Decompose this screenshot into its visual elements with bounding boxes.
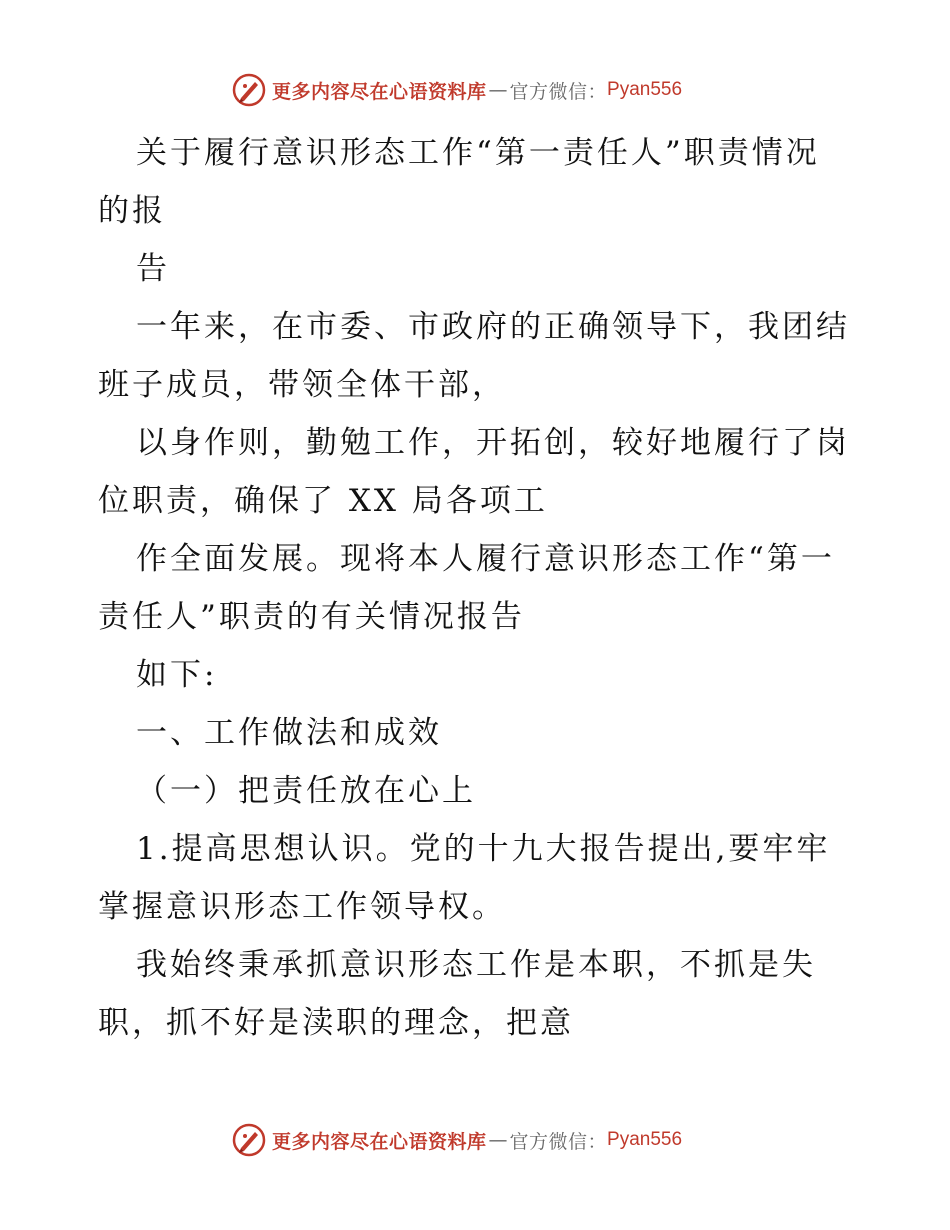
header-banner (232, 72, 682, 108)
doc-line: 作全面发展。现将本人履行意识形态工作“第一 (136, 541, 835, 577)
banner-title: 更多内容尽在心语资料库 (272, 1130, 487, 1153)
subsection-heading: （一）把责任放在心上 (136, 773, 476, 809)
doc-line-title-1: 关于履行意识形态工作“第一责任人”职责情况 (136, 135, 820, 171)
banner-wechat-label: 官方微信： (509, 80, 608, 103)
banner-wechat-id: Pyan556 (607, 1129, 683, 1150)
doc-line: 位职责，确保了 XX 局各项工 (98, 483, 548, 519)
banner-title: 更多内容尽在心语资料库 (272, 80, 487, 103)
banner-separator: — (488, 79, 508, 101)
banner-separator: — (488, 1129, 508, 1151)
doc-line: 职，抓不好是渎职的理念，把意 (98, 1005, 574, 1041)
doc-line-title-3: 告 (136, 251, 170, 287)
section-heading: 一、工作做法和成效 (136, 715, 442, 751)
banner-wechat-label: 官方微信： (509, 1130, 608, 1153)
footer-banner (232, 1122, 682, 1158)
banner-wechat-id: Pyan556 (607, 79, 683, 100)
doc-line: 以身作则，勤勉工作，开拓创，较好地履行了岗 (136, 425, 850, 461)
doc-line: 班子成员，带领全体干部， (98, 367, 506, 403)
doc-line: 1.提高思想认识。党的十九大报告提出,要牢牢 (136, 831, 831, 867)
pen-logo-icon (232, 73, 266, 107)
doc-line: 一年来，在市委、市政府的正确领导下，我团结 (136, 309, 850, 345)
doc-line: 责任人”职责的有关情况报告 (98, 599, 525, 635)
pen-logo-icon (232, 1123, 266, 1157)
document-body (98, 124, 858, 1052)
doc-line: 我始终秉承抓意识形态工作是本职，不抓是失 (136, 947, 816, 983)
doc-line: 如下: (136, 657, 218, 693)
doc-line-title-2: 的报 (98, 193, 166, 229)
doc-line: 掌握意识形态工作领导权。 (98, 889, 506, 925)
